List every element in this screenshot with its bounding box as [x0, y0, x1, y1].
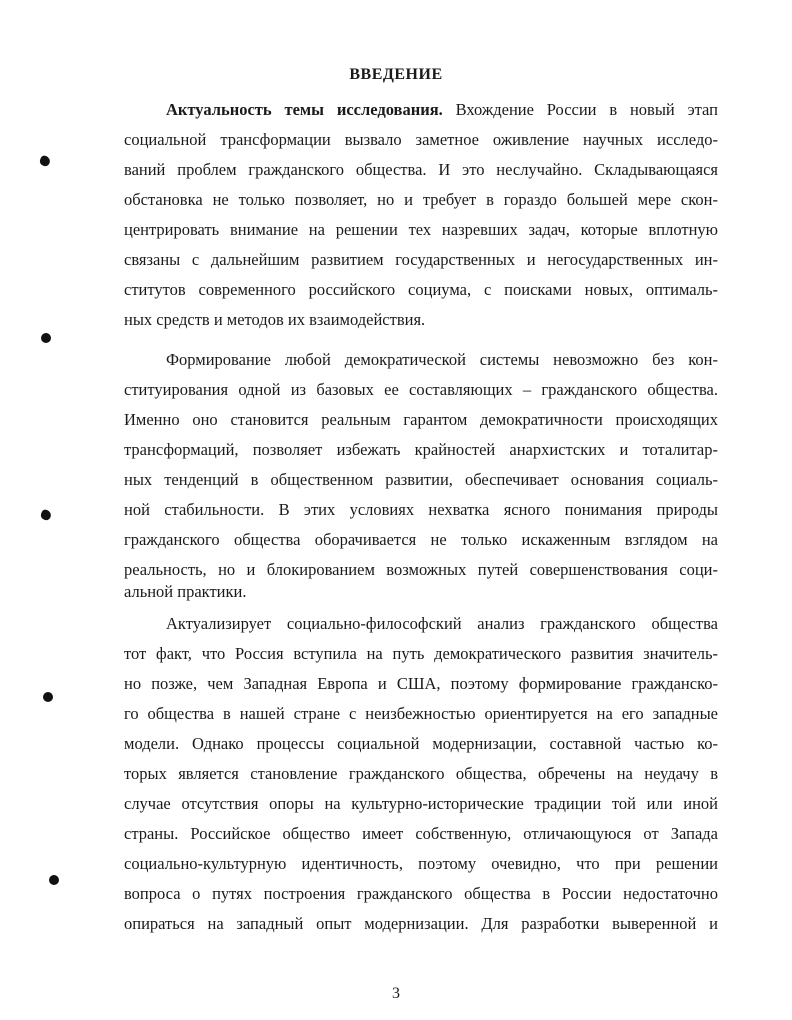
paragraph-1-line-6: связаны с дальнейшим развитием государственных и негосударственных ин-: [124, 250, 718, 269]
section-heading: ВВЕДЕНИЕ: [349, 66, 443, 83]
paragraph-1-line-3: ваний проблем гражданского общества. И это неслучайно. Складывающаяся: [124, 160, 718, 179]
paragraph-2-line-8: реальность, но и блокированием возможных путей совершенствования соци-: [124, 560, 718, 579]
paragraph-3-line-3: но позже, чем Западная Европа и США, поэтому формирование гражданско-: [124, 674, 718, 693]
paragraph-2-line-2: ституирования одной из базовых ее составляющих – гражданского общества.: [124, 380, 718, 399]
paragraph-3-line-1: Актуализирует социально-философский анализ гражданского общества: [166, 614, 718, 633]
punch-hole-mark: [43, 692, 53, 702]
punch-hole-mark: [40, 509, 53, 522]
punch-hole-mark: [39, 155, 52, 168]
paragraph-2-line-3: Именно оно становится реальным гарантом демократичности происходящих: [124, 410, 718, 429]
punch-hole-mark: [49, 875, 59, 885]
paragraph-3-line-6: торых является становление гражданского общества, обречены на неудачу в: [124, 764, 718, 783]
paragraph-3-line-9: социально-культурную идентичность, поэтому очевидно, что при решении: [124, 854, 718, 873]
paragraph-3-line-2: тот факт, что Россия вступила на путь демократического развития значитель-: [124, 644, 718, 663]
paragraph-2-line-6: ной стабильности. В этих условиях нехватка ясного понимания природы: [124, 500, 718, 519]
paragraph-1-line-5: центрировать внимание на решении тех назревших задач, которые вплотную: [124, 220, 718, 239]
paragraph-2-line-5: ных тенденций в общественном развитии, обеспечивает основания социаль-: [124, 470, 718, 489]
paragraph-1-line-4: обстановка не только позволяет, но и требует в гораздо большей мере скон-: [124, 190, 718, 209]
paragraph-3-line-4: го общества в нашей стране с неизбежностью ориентируется на его западные: [124, 704, 718, 723]
paragraph-3-line-11: опираться на западный опыт модернизации. Для разработки выверенной и: [124, 914, 718, 933]
paragraph-1-line-7: ститутов современного российского социума, с поисками новых, оптималь-: [124, 280, 718, 299]
paragraph-1-line-2: социальной трансформации вызвало заметное оживление научных исследо-: [124, 130, 718, 149]
paragraph-1-line-1-rest: Вхождение России в новый этап: [442, 100, 718, 119]
paragraph-1-line-1: [166, 100, 718, 120]
paragraph-2-line-4: трансформаций, позволяет избежать крайностей анархистских и тоталитар-: [124, 440, 718, 459]
paragraph-3-line-10: вопроса о путях построения гражданского общества в России недостаточно: [124, 884, 718, 903]
paragraph-3-line-7: случае отсутствия опоры на культурно-исторические традиции той или иной: [124, 794, 718, 813]
paragraph-2-line-7: гражданского общества оборачивается не только искаженным взглядом на: [124, 530, 718, 549]
punch-hole-mark: [41, 333, 51, 343]
page-number: 3: [392, 985, 400, 1002]
topic-relevance-lead: Актуальность темы исследования.: [166, 100, 443, 119]
paragraph-1-line-8: ных средств и методов их взаимодействия.: [124, 310, 426, 329]
paragraph-3-line-5: модели. Однако процессы социальной модернизации, составной частью ко-: [124, 734, 718, 753]
paragraph-2-line-9: альной практики.: [124, 582, 247, 601]
paragraph-3-line-8: страны. Российское общество имеет собственную, отличающуюся от Запада: [124, 824, 718, 843]
paragraph-2-line-1: Формирование любой демократической системы невозможно без кон-: [166, 350, 718, 369]
